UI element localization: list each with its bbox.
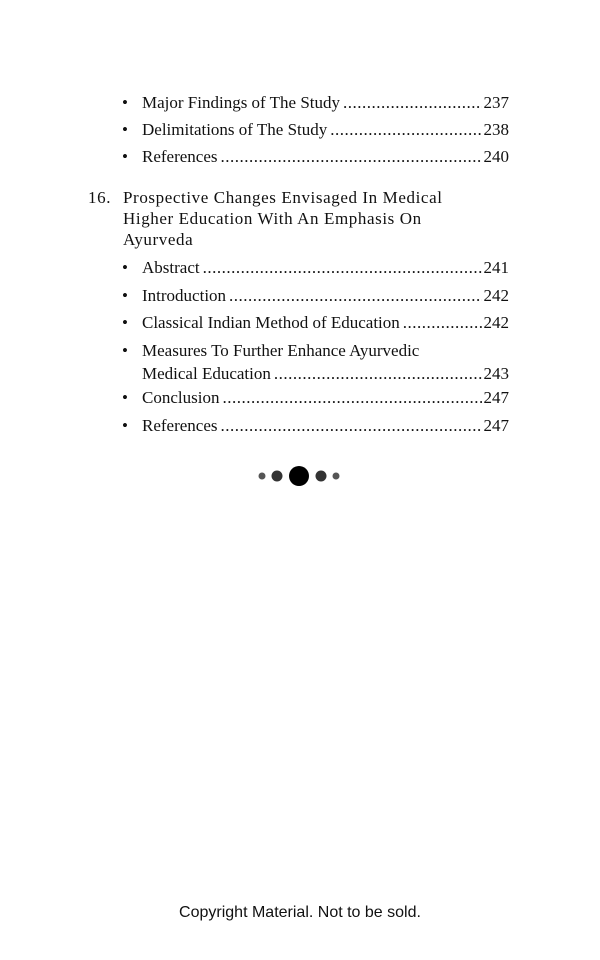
toc-entry-page: 247 [483,416,509,435]
dot-leader [403,311,482,334]
toc-entry [122,284,509,307]
chapter-number: 16. [88,188,112,207]
dot-leader [330,118,481,141]
toc-entry-title: Classical Indian Method of Education [142,313,400,332]
dot-leader [343,91,481,114]
chapter-title-line: Prospective Changes Envisaged In Medical [123,188,443,207]
dots-ornament-icon [256,465,344,487]
bullet-icon: • [122,93,128,112]
bullet-icon: • [122,388,128,407]
toc-entry-title-line: Measures To Further Enhance Ayurvedic [142,341,420,360]
toc-entry-title: Introduction [142,286,227,305]
toc-entry [122,311,509,334]
toc-entry-page: 242 [483,286,509,305]
toc-entry-title: Major Findings of The Study [142,93,341,112]
bullet-icon: • [122,120,128,139]
toc-entry [122,339,509,385]
dot-leader [221,414,482,437]
bullet-icon: • [122,341,128,360]
toc-entry [122,145,509,168]
bullet-icon: • [122,147,128,166]
dot-leader [203,256,482,279]
dot-leader [274,362,482,385]
chapter-title-line: Ayurveda [123,230,194,249]
toc-entry-page: 243 [483,364,509,383]
copyright-footer: Copyright Material. Not to be sold. [179,904,421,921]
dot-leader [221,145,482,168]
toc-entry-page: 240 [483,147,509,166]
toc-entry-title: Abstract [142,258,200,277]
dot-leader [222,386,481,409]
bullet-icon: • [122,313,128,332]
bullet-icon: • [122,258,128,277]
toc-entry [122,256,509,279]
toc-entry [122,386,509,409]
toc-entry-page: 241 [483,258,509,277]
toc-entry-page: 242 [483,313,509,332]
toc-entry [122,91,509,114]
dot-leader [229,284,481,307]
toc-entry-title: Delimitations of The Study [142,120,328,139]
toc-entry-page: 237 [483,93,509,112]
toc-entry-title: Conclusion [142,388,220,407]
toc-entry-title: References [142,147,218,166]
toc-entry-page: 247 [483,388,509,407]
toc-entry-page: 238 [483,120,509,139]
toc-entry [122,118,509,141]
chapter-title-line: Higher Education With An Emphasis On [123,209,422,228]
bullet-icon: • [122,416,128,435]
toc-entry [122,414,509,437]
chapter-heading [88,187,488,250]
bullet-icon: • [122,286,128,305]
toc-entry-title: References [142,416,218,435]
toc-entry-title: Medical Education [142,364,271,383]
